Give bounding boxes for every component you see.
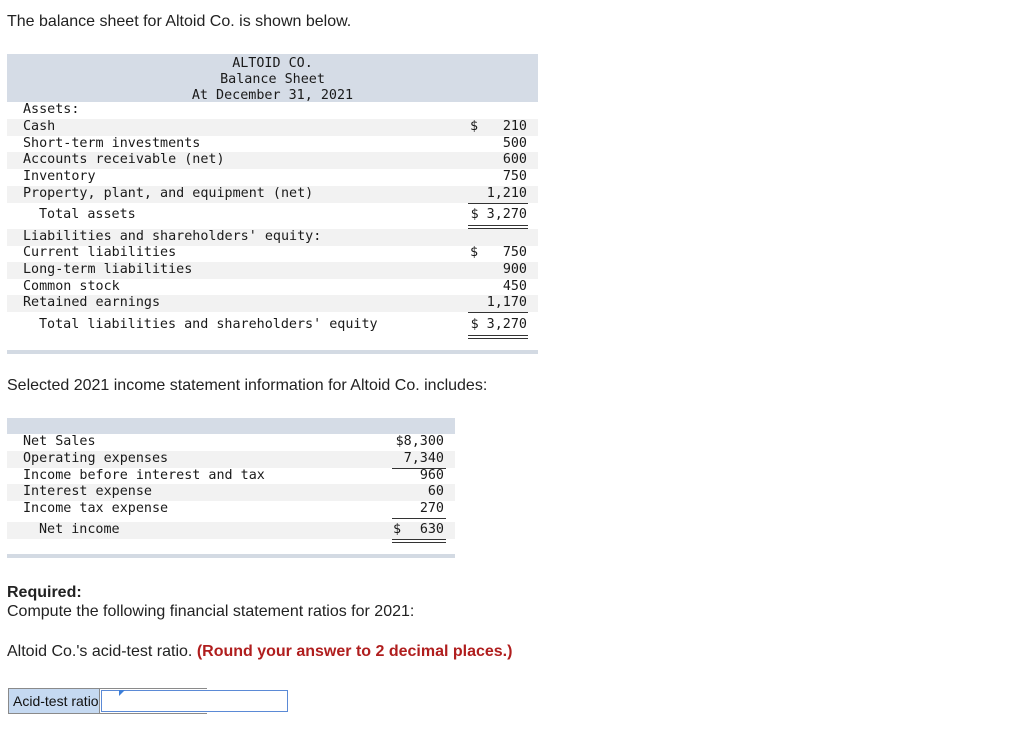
- row-amount: 270: [419, 501, 444, 516]
- acid-test-ratio-row: [8, 688, 207, 714]
- row-label: Current liabilities: [23, 245, 177, 260]
- row-amount: 7,340: [403, 451, 444, 466]
- row-amount: 210: [502, 119, 527, 134]
- question: [7, 643, 512, 661]
- row-label: Inventory: [23, 169, 96, 184]
- total-assets-label: Total assets: [39, 207, 136, 222]
- row-amount: 750: [502, 245, 527, 260]
- income-statement-header: [7, 418, 455, 434]
- statement-date: At December 31, 2021: [191, 88, 354, 103]
- table-row: [7, 136, 538, 153]
- row-amount: 1,210: [486, 186, 527, 201]
- table-row: [7, 451, 455, 468]
- table-row: [7, 245, 538, 262]
- table-row: [7, 279, 538, 296]
- question-hint: (Round your answer to 2 decimal places.): [196, 643, 513, 660]
- total-liabilities-amount: $ 3,270: [470, 317, 527, 332]
- balance-sheet-table: [7, 54, 538, 354]
- total-assets-amount: $ 3,270: [470, 207, 527, 222]
- row-label: Net Sales: [23, 434, 96, 449]
- row-label: Cash: [23, 119, 56, 134]
- total-double-underline: [392, 539, 446, 543]
- table-row: [7, 119, 538, 136]
- intro-text: The balance sheet for Altoid Co. is shown below.: [7, 13, 352, 30]
- row-amount: 900: [502, 262, 527, 277]
- row-label: Long-term liabilities: [23, 262, 193, 277]
- row-label: Short-term investments: [23, 136, 201, 151]
- total-double-underline: [468, 335, 528, 339]
- assets-header: Assets:: [23, 102, 80, 117]
- row-amount: 500: [502, 136, 527, 151]
- table-row: [7, 501, 455, 518]
- net-income-label: Net income: [39, 522, 120, 537]
- net-income-row: [7, 522, 455, 539]
- row-amount: 60: [427, 484, 444, 499]
- dollar-sign: $: [470, 119, 479, 134]
- acid-test-ratio-label: Acid-test ratio: [9, 689, 100, 713]
- row-label: Accounts receivable (net): [23, 152, 225, 167]
- required-label: Required:: [7, 584, 82, 601]
- table-row: [7, 434, 455, 451]
- total-assets-row: [7, 207, 538, 224]
- row-amount: $8,300: [395, 434, 444, 449]
- required-text: Compute the following financial statement ratios for 2021:: [7, 603, 415, 620]
- table-row: [7, 295, 538, 312]
- subtotal-underline: [392, 518, 446, 519]
- table-row: [7, 169, 538, 186]
- table-row: [7, 468, 455, 485]
- subtotal-underline: [468, 203, 528, 204]
- income-statement-table: [7, 418, 455, 558]
- dollar-sign: $: [393, 522, 402, 537]
- row-label: Common stock: [23, 279, 120, 294]
- total-liabilities-label: Total liabilities and shareholders' equity: [39, 317, 378, 332]
- total-liabilities-row: [7, 317, 538, 334]
- statement-title: Balance Sheet: [220, 72, 325, 87]
- subtotal-underline: [468, 312, 528, 313]
- row-amount: 450: [502, 279, 527, 294]
- liabilities-header-row: [7, 229, 538, 246]
- net-income-amount: 630: [419, 522, 444, 537]
- row-amount: 750: [502, 169, 527, 184]
- table-row: [7, 484, 455, 501]
- row-amount: 960: [419, 468, 444, 483]
- row-amount: 1,170: [486, 295, 527, 310]
- company-name: ALTOID CO.: [232, 56, 313, 71]
- flag-marker-icon: [119, 690, 125, 696]
- table-row: [7, 152, 538, 169]
- row-label: Income before interest and tax: [23, 468, 265, 483]
- table-row: [7, 186, 538, 203]
- income-intro-text: Selected 2021 income statement information for Altoid Co. includes:: [7, 377, 488, 394]
- row-amount: 600: [502, 152, 527, 167]
- question-text: Altoid Co.'s acid-test ratio.: [7, 643, 193, 660]
- acid-test-ratio-input[interactable]: [100, 689, 289, 713]
- dollar-sign: $: [470, 245, 479, 260]
- table-row: [7, 262, 538, 279]
- balance-sheet-header: [7, 54, 538, 102]
- row-label: Income tax expense: [23, 501, 169, 516]
- liabilities-header: Liabilities and shareholders' equity:: [23, 229, 322, 244]
- row-label: Property, plant, and equipment (net): [23, 186, 314, 201]
- row-label: Interest expense: [23, 484, 152, 499]
- row-label: Operating expenses: [23, 451, 169, 466]
- row-label: Retained earnings: [23, 295, 161, 310]
- assets-header-row: [7, 102, 538, 119]
